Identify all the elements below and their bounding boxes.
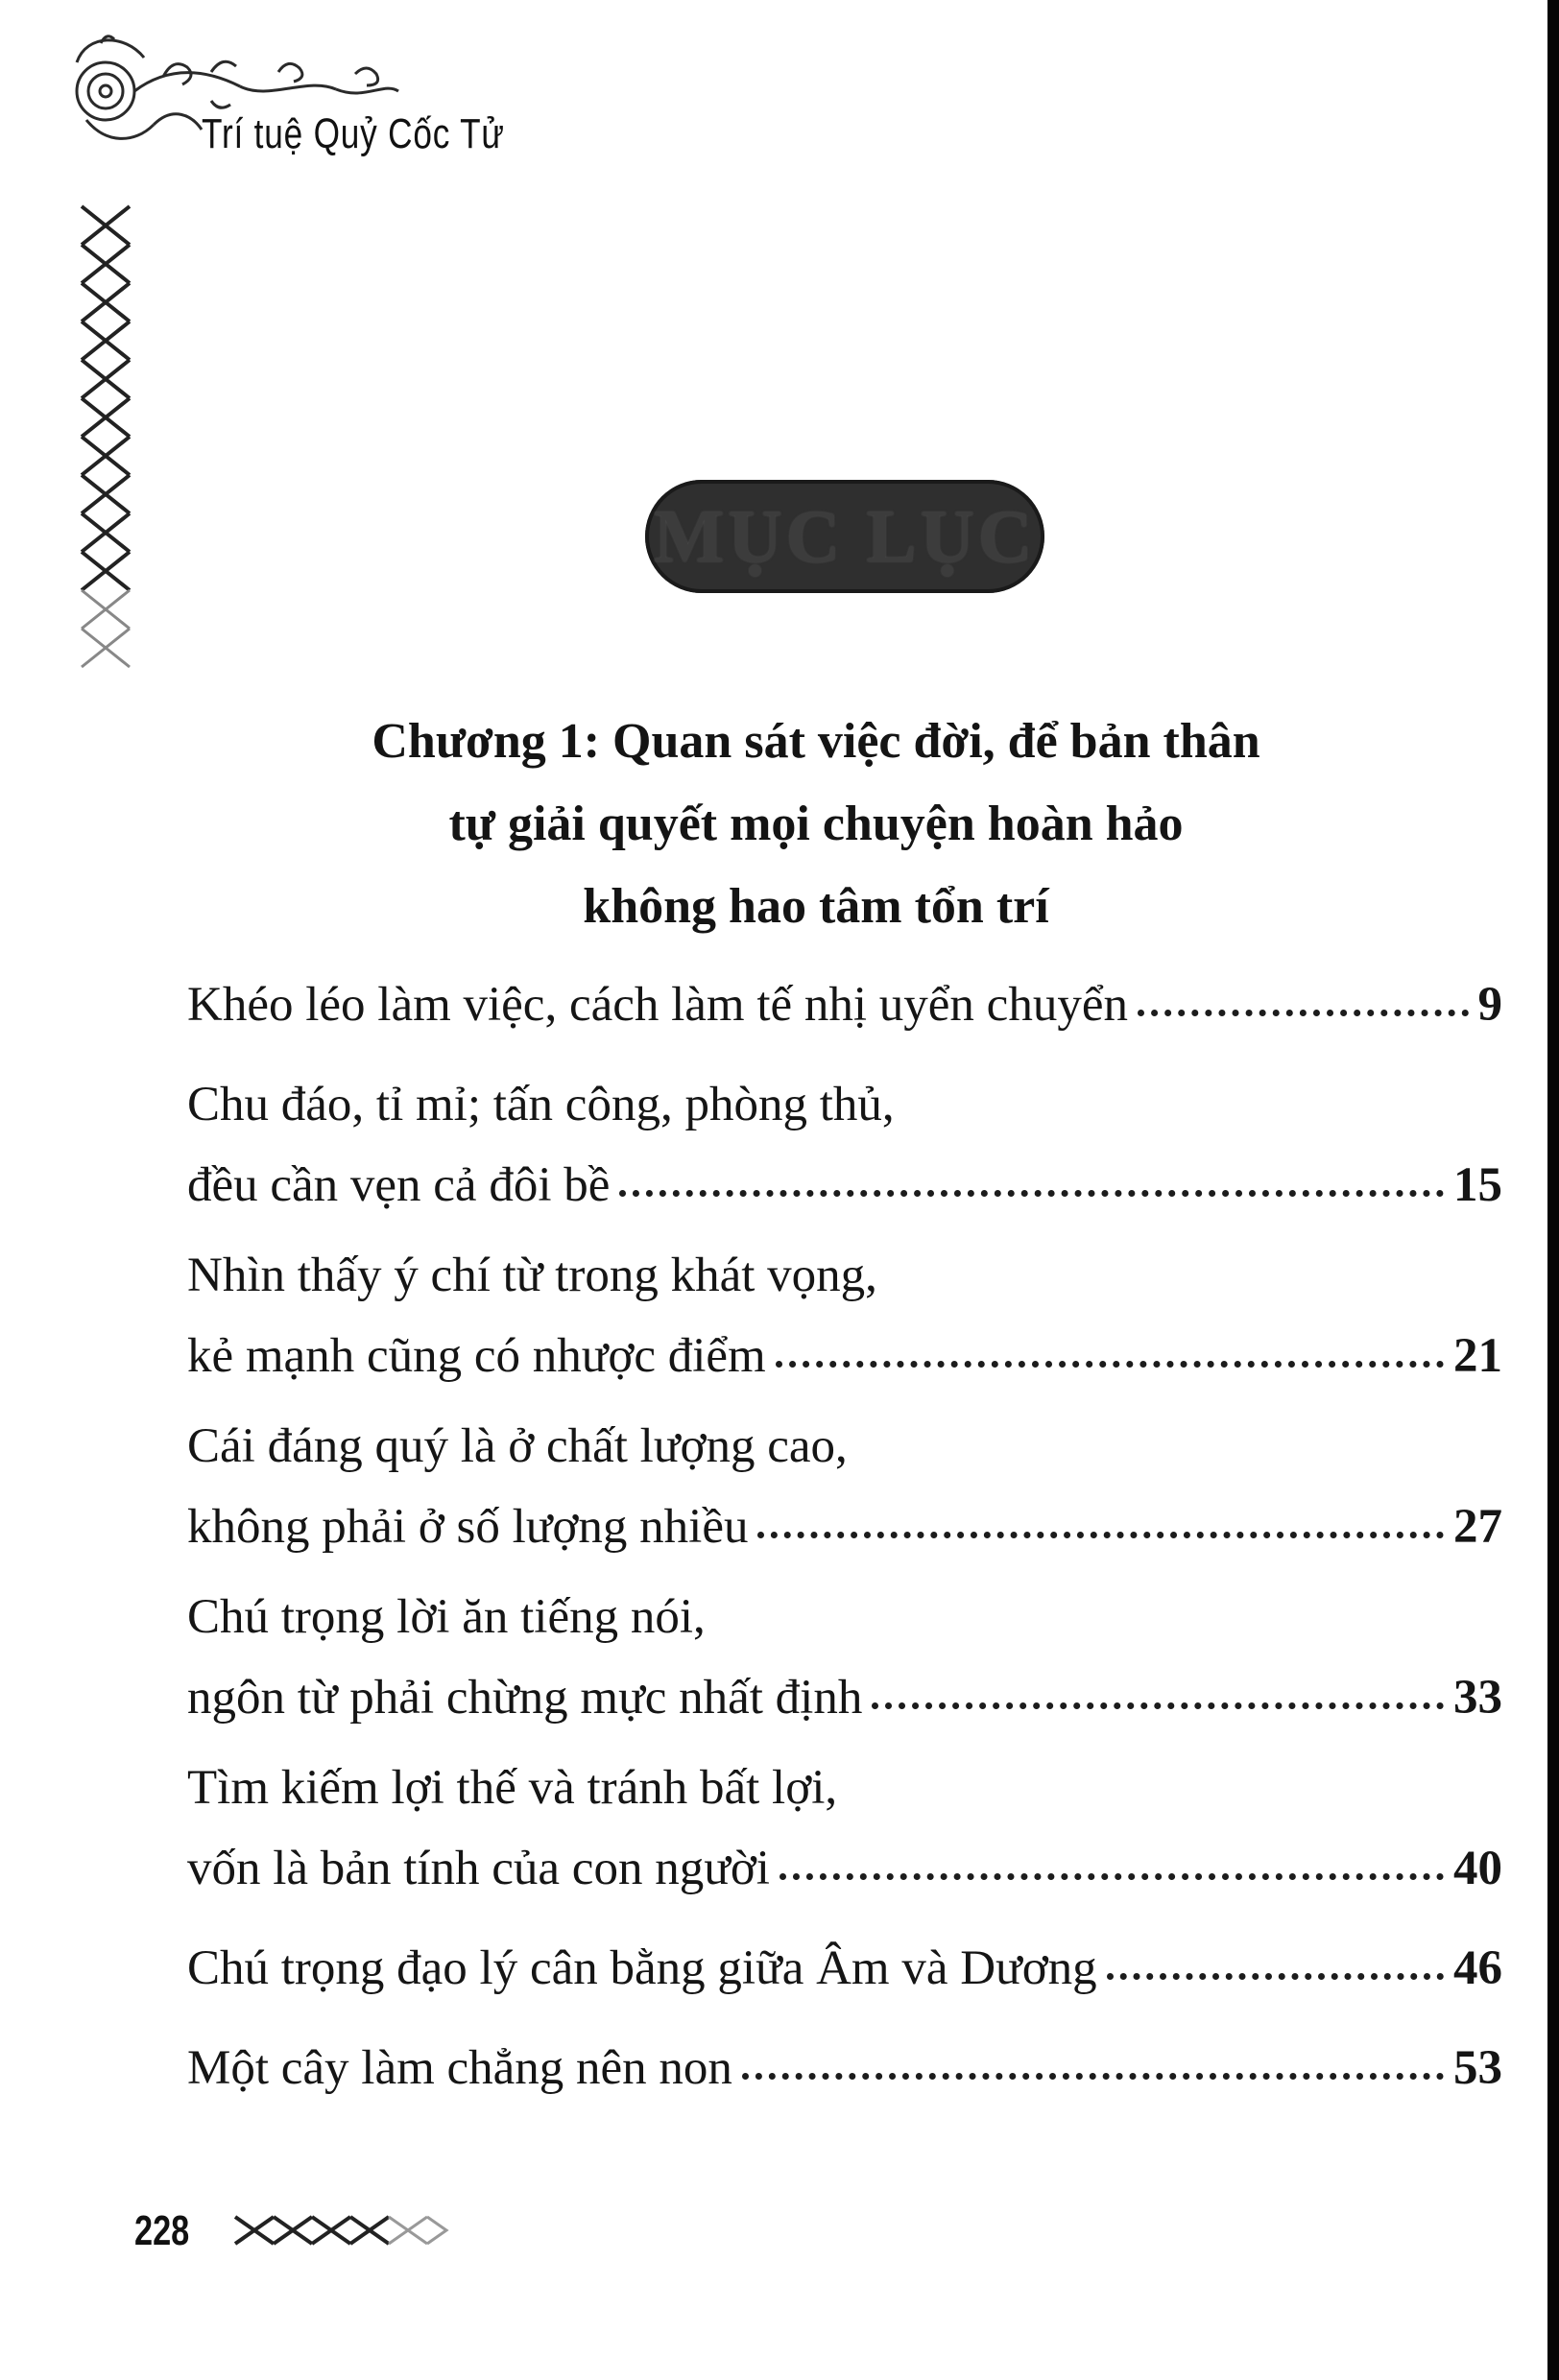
entry-title: Nhìn thấy ý chí từ trong khát vọng, — [187, 1249, 877, 1302]
toc-entry[interactable] — [187, 1064, 1502, 1226]
dot-leader — [757, 1532, 1444, 1538]
toc-entry[interactable] — [187, 1928, 1502, 2009]
entry-page: 53 — [1453, 2041, 1502, 2095]
entry-title-cont: đều cần vẹn cả đôi bề — [187, 1158, 611, 1212]
toc-entry[interactable] — [187, 1235, 1502, 1396]
page-edge-shadow — [1547, 0, 1559, 2380]
dot-leader — [1107, 1973, 1444, 1980]
toc-entry[interactable] — [187, 2028, 1502, 2108]
page-number: 228 — [134, 2207, 190, 2254]
entry-page: 15 — [1453, 1158, 1502, 1212]
entry-page: 27 — [1453, 1500, 1502, 1554]
entry-title-cont: vốn là bản tính của con người — [187, 1842, 770, 1895]
toc-heading: MỤC LỤC — [653, 494, 1037, 578]
toc-entry[interactable] — [187, 1577, 1502, 1738]
entry-page: 46 — [1453, 1941, 1502, 1995]
entry-title: Khéo léo làm việc, cách làm tế nhị uyển chuyển — [187, 978, 1128, 1032]
entry-title: Chú trọng đạo lý cân bằng giữa Âm và Dương — [187, 1941, 1097, 1995]
entry-title: Tìm kiếm lợi thế và tránh bất lợi, — [187, 1761, 838, 1815]
toc-entry[interactable] — [187, 1748, 1502, 1909]
knot-border-footer-icon — [230, 2207, 461, 2253]
chapter-title — [288, 701, 1344, 948]
entry-page: 33 — [1453, 1671, 1502, 1725]
entry-title: Chu đáo, tỉ mỉ; tấn công, phòng thủ, — [187, 1078, 895, 1131]
chapter-title-line: Chương 1: Quan sát việc đời, để bản thân — [372, 714, 1260, 769]
entry-title: Một cây làm chẳng nên non — [187, 2041, 732, 2095]
knot-border-icon — [72, 202, 139, 681]
toc-heading-badge — [645, 480, 1044, 593]
dot-leader — [619, 1190, 1444, 1197]
dot-leader — [742, 2073, 1444, 2080]
chapter-title-line: không hao tâm tổn trí — [583, 879, 1049, 934]
dot-leader — [780, 1873, 1444, 1880]
entry-title: Chú trọng lời ăn tiếng nói, — [187, 1590, 706, 1644]
entry-title: Cái đáng quý là ở chất lượng cao, — [187, 1419, 848, 1473]
entry-title-cont: kẻ mạnh cũng có nhược điểm — [187, 1329, 766, 1383]
entry-title-cont: không phải ở số lượng nhiều — [187, 1500, 749, 1554]
entry-page: 9 — [1477, 978, 1502, 1032]
dot-leader — [1138, 1010, 1469, 1016]
toc-entry[interactable] — [187, 964, 1502, 1045]
toc-entries — [187, 964, 1502, 2108]
entry-page: 21 — [1453, 1329, 1502, 1383]
dot-leader — [776, 1361, 1444, 1368]
running-title: Trí tuệ Quỷ Cốc Tử — [202, 110, 505, 157]
entry-title-cont: ngôn từ phải chừng mực nhất định — [187, 1671, 863, 1725]
entry-page: 40 — [1453, 1842, 1502, 1895]
dot-leader — [872, 1702, 1444, 1709]
chapter-title-line: tự giải quyết mọi chuyện hoàn hảo — [448, 797, 1184, 851]
toc-entry[interactable] — [187, 1406, 1502, 1567]
